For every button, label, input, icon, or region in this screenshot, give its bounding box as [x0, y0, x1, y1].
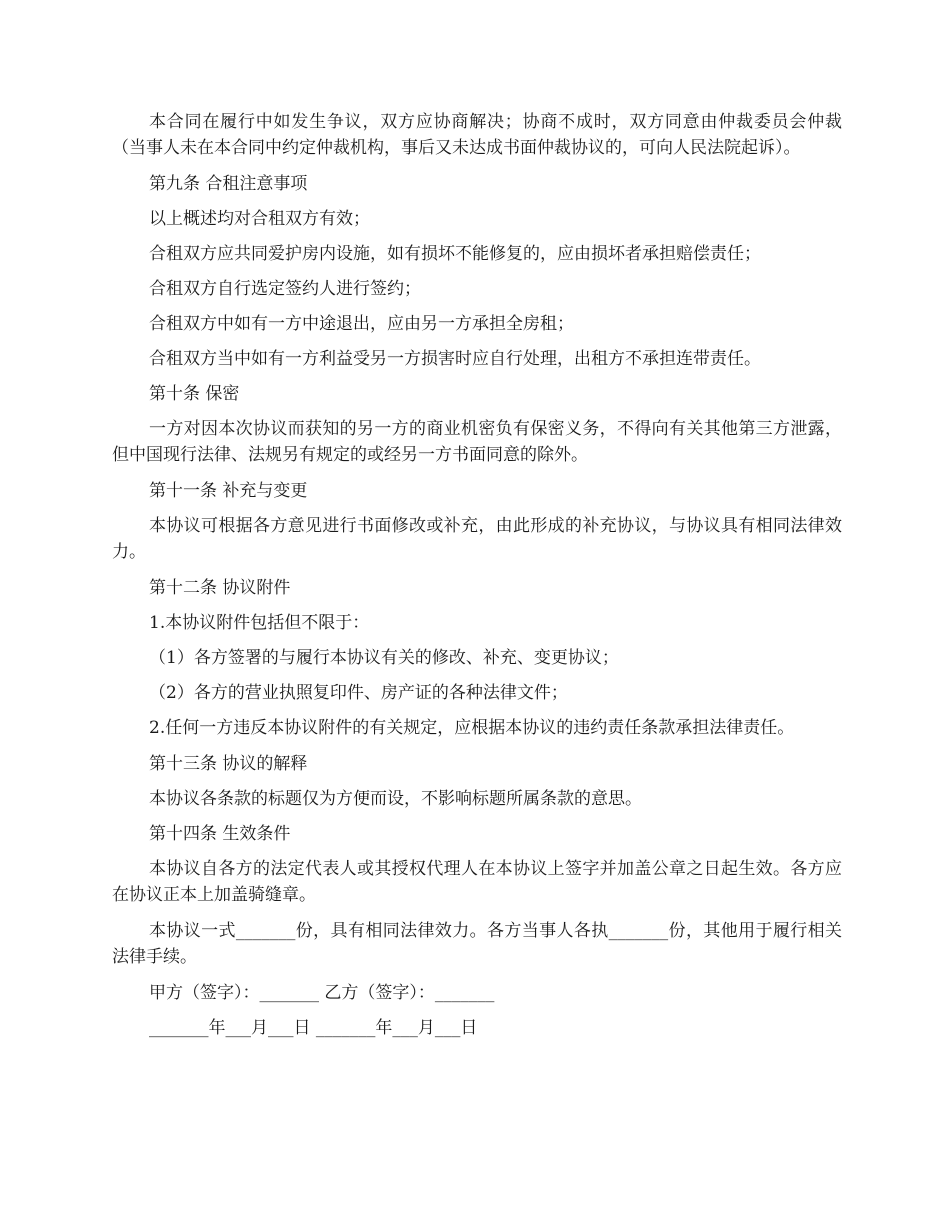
- article-9-item-4: 合租双方中如有一方中途退出，应由另一方承担全房租；: [149, 314, 574, 334]
- article-13-heading: 第十三条 协议的解释: [149, 754, 308, 774]
- article-14-heading: 第十四条 生效条件: [149, 824, 291, 844]
- date-line: _______年___月___日 _______年___月___日: [149, 1018, 478, 1038]
- article-11-body: 本协议可根据各方意见进行书面修改或补充，由此形成的补充协议，与协议具有相同法律效力。: [112, 516, 842, 562]
- article-9-heading: 第九条 合租注意事项: [149, 174, 308, 194]
- signature-line: 甲方（签字）：_______ 乙方（签字）：_______: [149, 983, 495, 1003]
- article-10-heading: 第十条 保密: [149, 384, 240, 404]
- copies-clause: 本协议一式_______份，具有相同法律效力。各方当事人各执_______份，其他用于履行相关法律手续。: [112, 921, 842, 967]
- article-12-item-2: 2.任何一方违反本协议附件的有关规定，应根据本协议的违约责任条款承担法律责任。: [149, 718, 795, 738]
- article-12-subitem-1: （1）各方签署的与履行本协议有关的修改、补充、变更协议；: [149, 648, 619, 668]
- dispute-resolution-clause: 本合同在履行中如发生争议，双方应协商解决；协商不成时，双方同意由仲裁委员会仲裁（当事人未在本合同中约定仲裁机构，事后又未达成书面仲裁协议的，可向人民法院起诉）。: [112, 112, 842, 158]
- article-9-item-3: 合租双方自行选定签约人进行签约；: [149, 279, 421, 299]
- article-9-item-1: 以上概述均对合租双方有效；: [149, 209, 370, 229]
- article-10-body: 一方对因本次协议而获知的另一方的商业机密负有保密义务，不得向有关其他第三方泄露，但中国现行法律、法规另有规定的或经另一方书面同意的除外。: [112, 419, 842, 465]
- article-11-heading: 第十一条 补充与变更: [149, 481, 308, 501]
- article-12-subitem-2: （2）各方的营业执照复印件、房产证的各种法律文件；: [149, 683, 568, 703]
- article-12-item-1: 1.本协议附件包括但不限于：: [149, 613, 370, 633]
- article-9-item-5: 合租双方当中如有一方利益受另一方损害时应自行处理，出租方不承担连带责任。: [149, 349, 761, 369]
- article-13-body: 本协议各条款的标题仅为方便而设，不影响标题所属条款的意思。: [149, 789, 642, 809]
- article-12-heading: 第十二条 协议附件: [149, 578, 291, 598]
- article-9-item-2: 合租双方应共同爱护房内设施，如有损坏不能修复的，应由损坏者承担赔偿责任；: [149, 244, 761, 264]
- article-14-body: 本协议自各方的法定代表人或其授权代理人在本协议上签字并加盖公章之日起生效。各方应在协议正本上加盖骑缝章。: [112, 859, 842, 905]
- document-page: [112, 109, 842, 1050]
